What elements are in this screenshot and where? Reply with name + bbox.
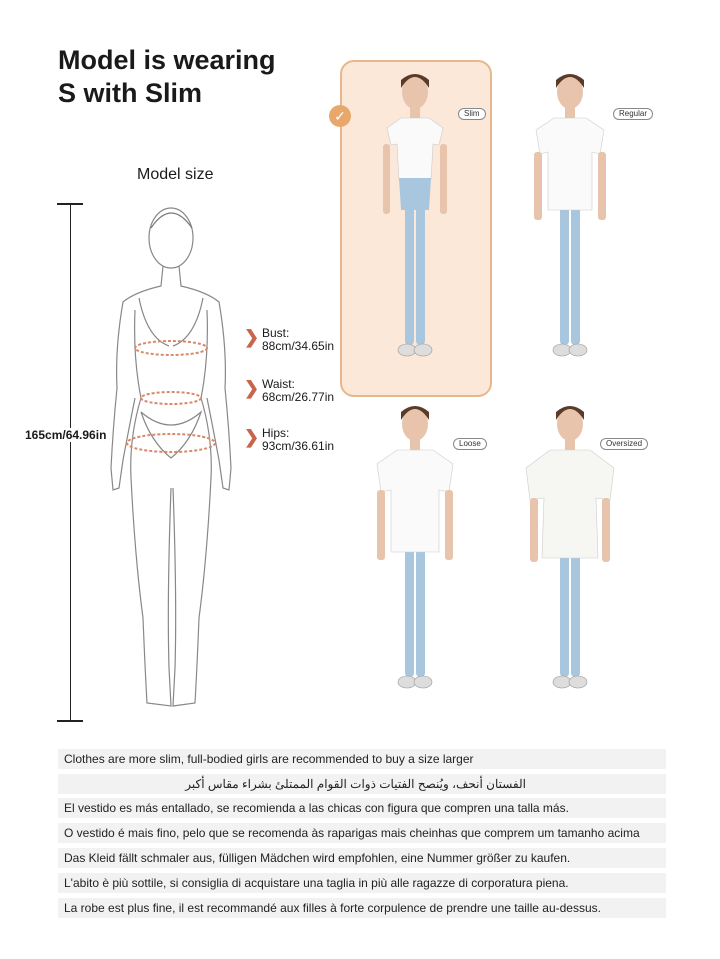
chevron-right-icon: ❯ [244,327,260,347]
body-sketch-illustration [95,198,255,723]
chevron-right-icon: ❯ [244,427,260,447]
height-label: 165cm/64.96in [25,428,107,442]
waist-value: 68cm/26.77in [262,390,335,404]
fit-tag-slim: Slim [458,108,486,120]
fit-tag-oversized: Oversized [600,438,648,450]
note-german: Das Kleid fällt schmaler aus, fülligen Mädchen wird empfohlen, eine Nummer größer zu kaufen. [58,848,666,868]
note-portuguese: O vestido é mais fino, pelo que se recomenda às raparigas mais cheinhas que comprem um tamanho acima [58,823,666,843]
note-french: La robe est plus fine, il est recommandé aux filles à forte corpulence de prendre une taille au-dessus. [58,898,666,918]
height-scale-top-tick [57,203,83,205]
model-size-heading: Model size [137,166,214,183]
note-arabic: الفستان أنحف، ويُنصح الفتيات ذوات القوام الممتلئ بشراء مقاس أكبر [58,774,666,794]
model-photo-slim [355,70,475,370]
bust-label: Bust: [262,326,290,340]
note-english: Clothes are more slim, full-bodied girls are recommended to buy a size larger [58,749,666,769]
fit-tag-loose: Loose [453,438,487,450]
waist-label: Waist: [262,377,295,391]
hips-value: 93cm/36.61in [262,439,335,453]
chevron-right-icon: ❯ [244,378,260,398]
note-italian: L'abito è più sottile, si consiglia di acquistare una taglia in più alle ragazze di corporatura piena. [58,873,666,893]
fit-tag-regular: Regular [613,108,653,120]
title-line-2: S with Slim [58,78,203,108]
height-scale-bottom-tick [57,720,83,722]
title-line-1: Model is wearing [58,45,276,75]
note-spanish: El vestido es más entallado, se recomienda a las chicas con figura que compren una talla más. [58,798,666,818]
bust-value: 88cm/34.65in [262,339,335,353]
height-scale-line [70,203,71,721]
hips-label: Hips: [262,426,290,440]
model-photo-regular[interactable] [510,70,630,370]
page-title [58,44,276,110]
check-icon: ✓ [329,105,351,127]
